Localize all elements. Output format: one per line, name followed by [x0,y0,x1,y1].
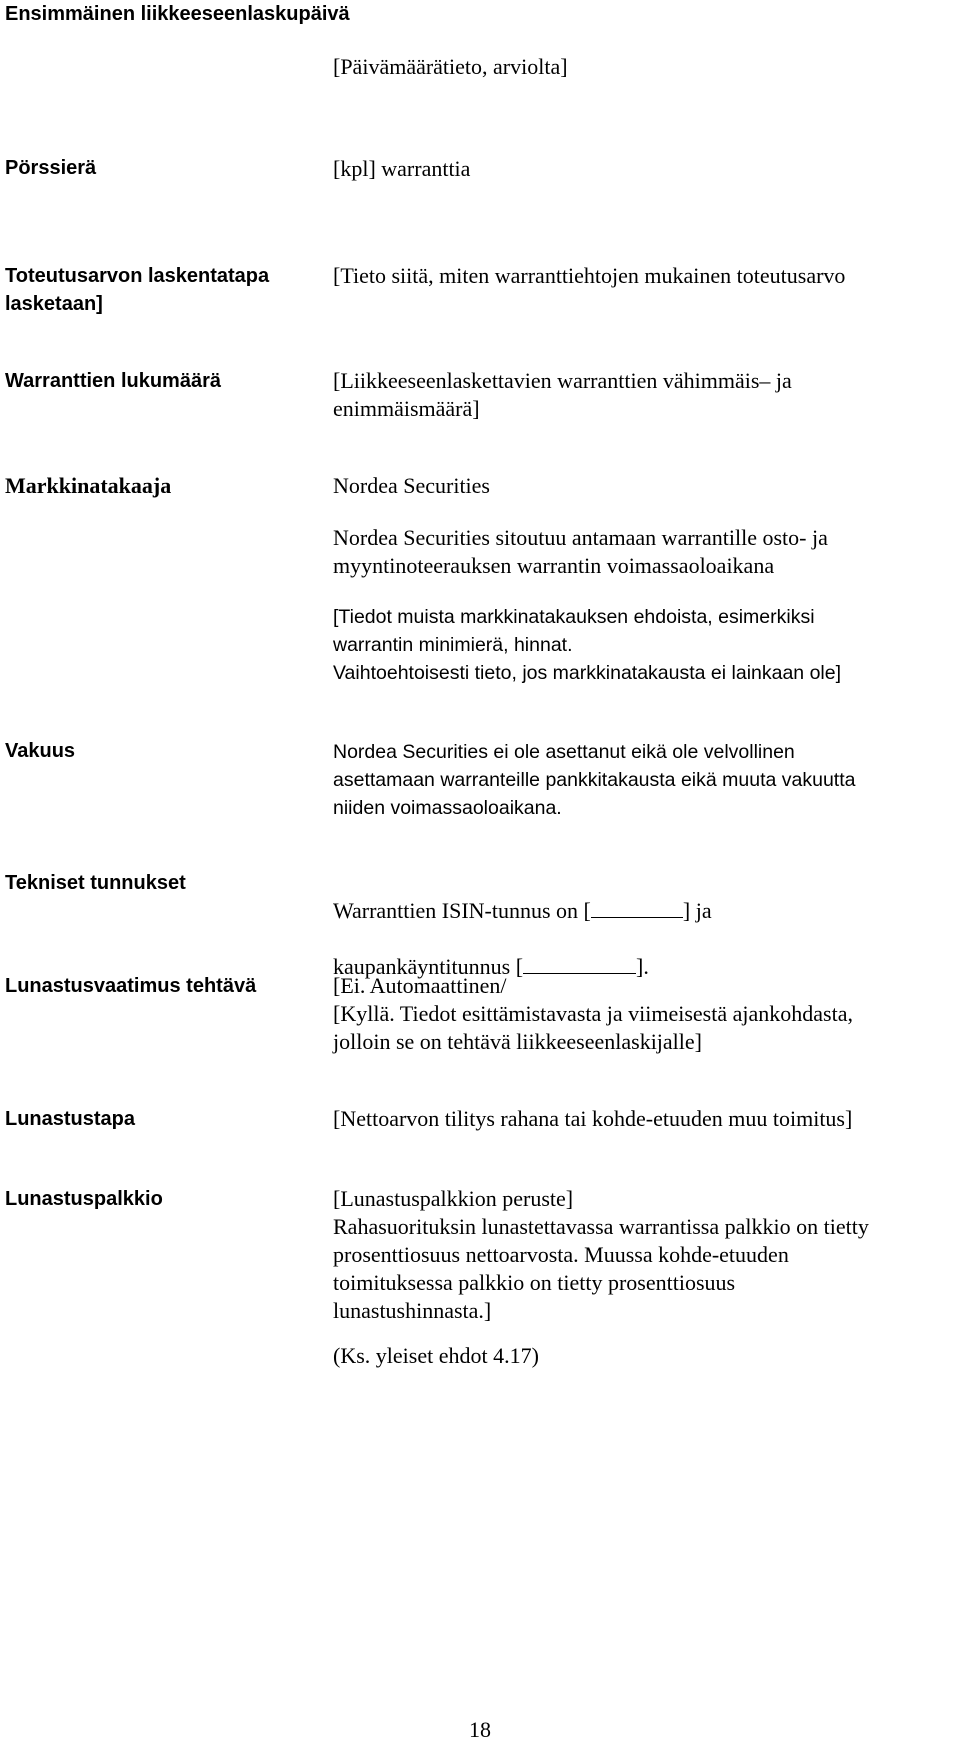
isin-code-line [333,897,953,925]
technical-codes-label: Tekniset tunnukset [5,872,186,894]
exercise-notice-value: [Ei. Automaattinen/ [Kyllä. Tiedot esittämistavasta ja viimeisestä ajankohdasta, jolloin se on tehtävä liikkeeseenlaskijalle] [333,973,853,1054]
exercise-fee-label: Lunastuspalkkio [5,1188,163,1210]
trading-blank [523,953,636,974]
lot-size-value: [kpl] warranttia [333,156,471,181]
first-issue-date-value: [Päivämäärätieto, arviolta] [333,54,568,79]
exercise-fee-value: [Lunastuspalkkion peruste] Rahasuorituksin lunastettavassa warrantissa palkkio on tietty prosenttiosuus nettoarvosta. Muussa kohde-etuuden toimituksessa palkkio on tietty prosenttiosuus lunastushinnasta.] [333,1186,869,1323]
market-maker-details: [Tiedot muista markkinatakauksen ehdoista, esimerkiksi warrantin minimierä, hinnat. Vaihtoehtoisesti tieto, jos markkinatakausta ei lainkaan ole] [333,606,842,684]
lot-size-label: Pörssierä [5,157,97,179]
page-number: 18 [469,1717,491,1742]
collateral-value: Nordea Securities ei ole asettanut eikä ole velvollinen asettamaan warranteille pankkitakausta eikä muuta vakuutta niiden voimassaoloaikana. [333,741,856,819]
settlement-method-value: [Nettoarvon tilitys rahana tai kohde-etuuden muu toimitus] [333,1106,853,1131]
market-maker-label: Markkinatakaaja [5,473,172,498]
isin-prefix: Warranttien ISIN-tunnus on [ [333,898,591,923]
collateral-label: Vakuus [5,740,76,762]
warrant-count-value: [Liikkeeseenlaskettavien warranttien vähimmäis– ja enimmäismäärä] [333,368,792,421]
isin-suffix: ] ja [682,898,712,923]
market-maker-commitment: Nordea Securities sitoutuu antamaan warrantille osto- ja myyntinoteerauksen warrantin voimassaoloaikana [333,525,828,578]
trading-prefix: kaupankäyntitunnus [ [333,954,524,979]
page-title: Ensimmäinen liikkeeseenlaskupäivä [5,3,350,25]
settlement-method-label: Lunastustapa [5,1108,136,1130]
market-maker-value: Nordea Securities [333,473,490,498]
exercise-fee-reference: (Ks. yleiset ehdot 4.17) [333,1343,539,1368]
trading-suffix: ]. [636,954,649,979]
isin-blank [591,897,683,918]
warrant-count-label: Warranttien lukumäärä [5,370,221,392]
exercise-notice-label: Lunastusvaatimus tehtävä [5,975,257,997]
settlement-calc-value: [Tieto siitä, miten warranttiehtojen mukainen toteutusarvo [333,263,846,288]
settlement-calc-label: Toteutusarvon laskentatapa lasketaan] [5,265,270,315]
